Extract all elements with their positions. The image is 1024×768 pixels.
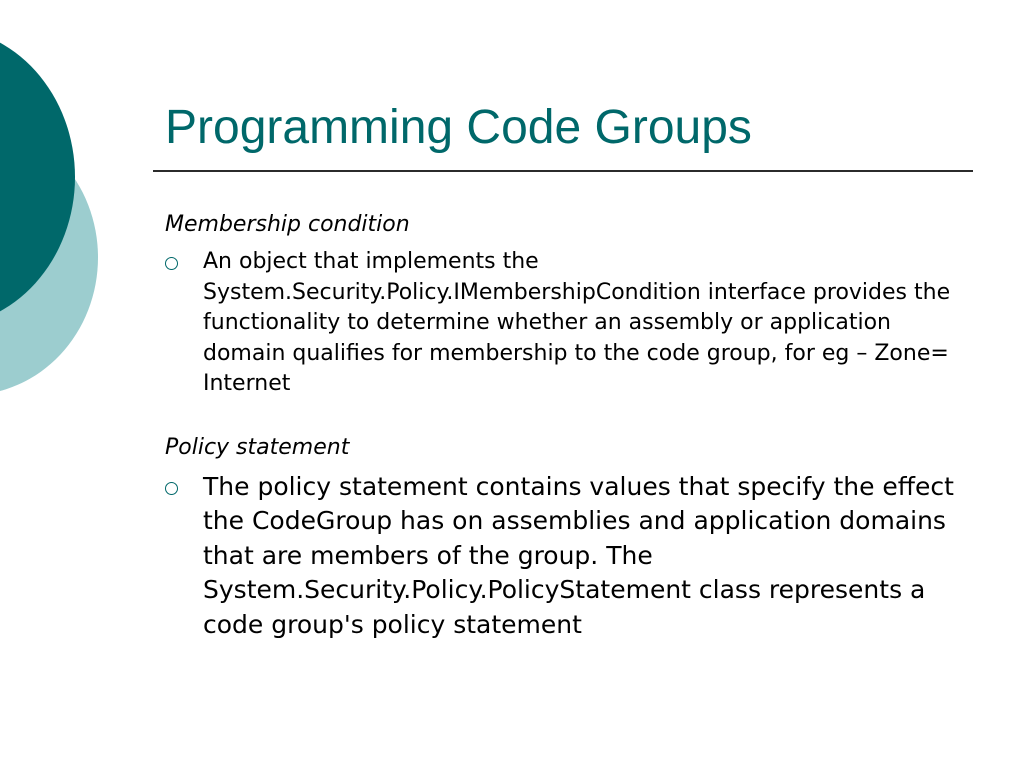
bullet-item-membership-condition (165, 247, 965, 400)
hollow-circle-bullet-icon (165, 482, 178, 495)
slide-title: Programming Code Groups (165, 101, 752, 154)
bullet-text-policy-statement: The policy statement contains values that specify the effect the CodeGroup has on assemblies and application domains that are members of the group. The System.Security.Policy.PolicyStatement class represents a code group's policy statement (203, 471, 954, 639)
section-heading-policy-statement: Policy statement (165, 434, 350, 460)
title-divider (153, 170, 973, 172)
hollow-circle-bullet-icon (165, 257, 178, 270)
slide-body (165, 211, 965, 642)
section-heading-membership-condition: Membership condition (165, 212, 410, 237)
bullet-item-policy-statement (165, 470, 965, 642)
bullet-text-membership-condition: An object that implements the System.Security.Policy.IMembershipCondition interface provides the functionality to determine whether an assembly or application domain qualifies for membership to the code group, for eg – Zone= Internet (203, 249, 951, 397)
